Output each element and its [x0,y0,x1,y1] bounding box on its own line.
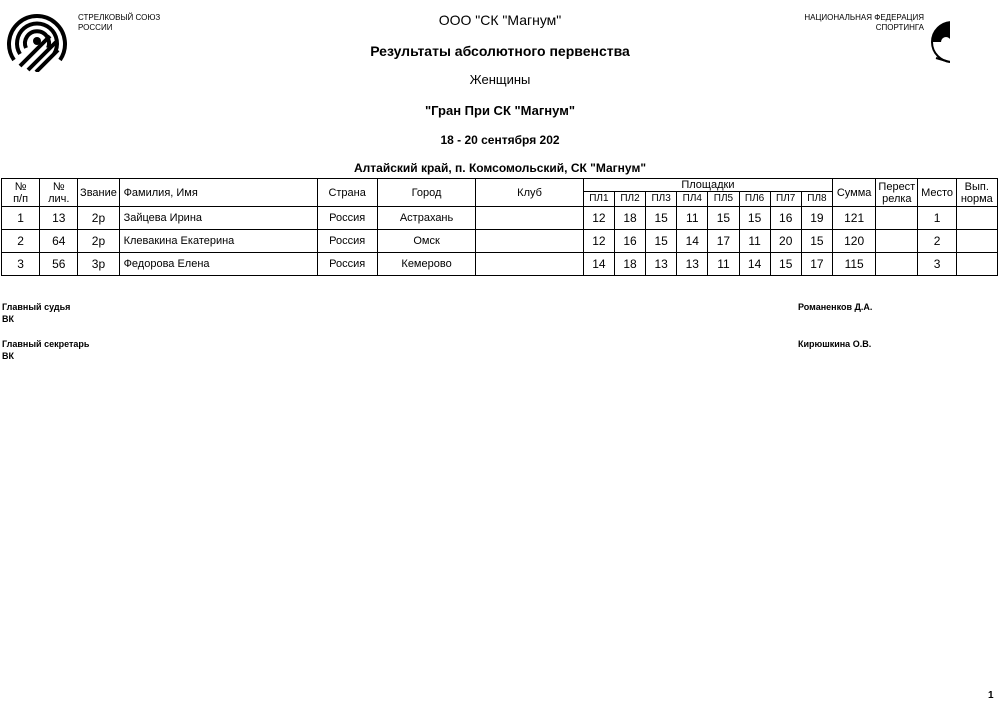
col-header-city: Город [377,179,475,207]
cell-country: Россия [317,253,377,276]
col-header-range-1: ПЛ1 [583,192,614,207]
col-header-place: Место [918,179,956,207]
col-header-rank: Звание [78,179,119,207]
cell-range: 13 [646,253,677,276]
company-name: ООО "СК "Магнум" [438,12,562,28]
col-header-country: Страна [317,179,377,207]
cell-country: Россия [317,230,377,253]
cell-shootoff [876,230,918,253]
cell-norm [956,207,997,230]
cell-range: 17 [801,253,832,276]
chief-judge-category: ВК [2,314,14,324]
chief-judge-name: Романенков Д.А. [798,302,873,312]
results-table [1,178,998,276]
cell-num: 2 [2,230,40,253]
cell-range: 11 [708,253,739,276]
cell-city: Омск [377,230,475,253]
cell-range: 14 [583,253,614,276]
chief-secretary-category: ВК [2,351,14,361]
col-header-name: Фамилия, Имя [119,179,317,207]
cell-club [476,207,584,230]
page-title: Результаты абсолютного первенства [370,43,630,59]
cell-range: 19 [801,207,832,230]
cell-city: Кемерово [377,253,475,276]
col-header-range-5: ПЛ5 [708,192,739,207]
cell-norm [956,253,997,276]
cell-range: 14 [739,253,770,276]
cell-range: 15 [646,207,677,230]
cell-lic: 64 [40,230,78,253]
org-left-name: СТРЕЛКОВЫЙ СОЮЗ РОССИИ [78,13,161,32]
cell-shootoff [876,253,918,276]
cell-country: Россия [317,207,377,230]
cell-range: 16 [770,207,801,230]
cell-range: 15 [739,207,770,230]
cell-range: 11 [677,207,708,230]
cell-shootoff [876,207,918,230]
cell-name: Зайцева Ирина [119,207,317,230]
cell-sum: 121 [833,207,876,230]
cell-place: 3 [918,253,956,276]
cell-range: 20 [770,230,801,253]
col-header-club: Клуб [476,179,584,207]
sporting-federation-logo-icon [928,8,950,70]
cell-norm [956,230,997,253]
col-header-range-6: ПЛ6 [739,192,770,207]
cell-lic: 56 [40,253,78,276]
chief-secretary-name: Кирюшкина О.В. [798,339,872,349]
col-header-norm: Вып. норма [956,179,997,207]
col-header-range-2: ПЛ2 [614,192,645,207]
table-row [2,207,998,230]
col-header-range-8: ПЛ8 [801,192,832,207]
cell-sum: 120 [833,230,876,253]
cell-city: Астрахань [377,207,475,230]
cell-range: 15 [708,207,739,230]
page-number: 1 [988,690,994,701]
cell-place: 1 [918,207,956,230]
cell-range: 12 [583,230,614,253]
cell-rank: 2р [78,207,119,230]
col-header-ranges-group: Площадки [583,179,832,192]
col-header-lic: № лич. [40,179,78,207]
category-label: Женщины [469,72,531,87]
cell-range: 16 [614,230,645,253]
cell-range: 17 [708,230,739,253]
cell-range: 15 [770,253,801,276]
cell-rank: 3р [78,253,119,276]
chief-secretary-role: Главный секретарь [2,339,90,349]
chief-judge-role: Главный судья [2,302,71,312]
cell-range: 18 [614,207,645,230]
cell-num: 3 [2,253,40,276]
event-location: Алтайский край, п. Комсомольский, СК "Магнум" [353,161,647,175]
cell-name: Федорова Елена [119,253,317,276]
table-row [2,230,998,253]
col-header-shootoff: Перест релка [876,179,918,207]
cell-range: 12 [583,207,614,230]
cell-range: 15 [801,230,832,253]
event-name: "Гран При СК "Магнум" [425,103,575,118]
col-header-sum: Сумма [833,179,876,207]
cell-range: 14 [677,230,708,253]
table-row [2,253,998,276]
cell-lic: 13 [40,207,78,230]
cell-range: 13 [677,253,708,276]
cell-range: 18 [614,253,645,276]
col-header-num: № п/п [2,179,40,207]
cell-name: Клевакина Екатерина [119,230,317,253]
chief-judge-block [2,301,70,325]
cell-rank: 2р [78,230,119,253]
org-right-name: НАЦИОНАЛЬНАЯ ФЕДЕРАЦИЯ СПОРТИНГА [804,13,924,32]
cell-club [476,230,584,253]
cell-range: 15 [646,230,677,253]
col-header-range-4: ПЛ4 [677,192,708,207]
col-header-range-3: ПЛ3 [646,192,677,207]
chief-secretary-block [2,338,89,362]
cell-sum: 115 [833,253,876,276]
event-dates: 18 - 20 сентября 202 [440,133,560,147]
cell-range: 11 [739,230,770,253]
col-header-range-7: ПЛ7 [770,192,801,207]
cell-num: 1 [2,207,40,230]
cell-place: 2 [918,230,956,253]
cell-club [476,253,584,276]
